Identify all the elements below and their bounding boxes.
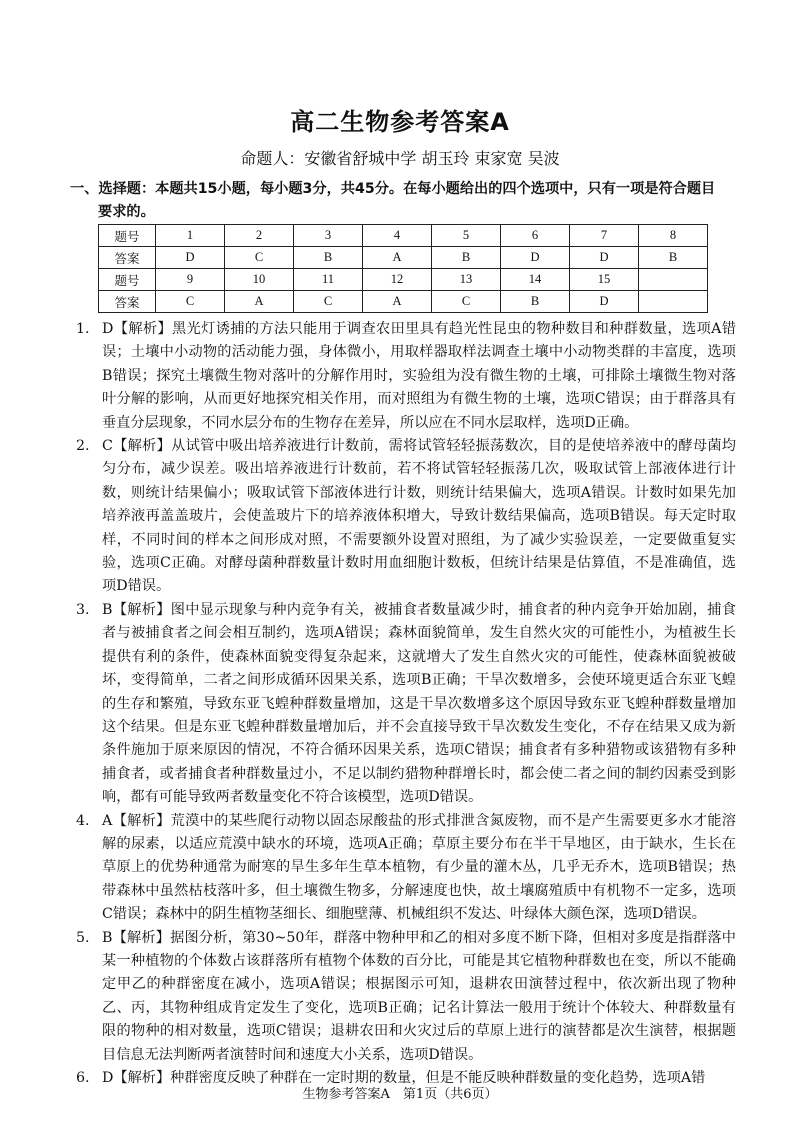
explanation-item [76, 599, 736, 810]
answer-table-cell: 14 [501, 269, 570, 291]
item-text: D【解析】黑光灯诱捕的方法只能用于调查农田里具有趋光性昆虫的物种数目和种群数量，选项A错误；土壤中小动物的活动能力强，身体微小，用取样器取样法调查土壤中小动物类群的丰富度，选项B错误；探究土壤微生物对落叶的分解作用时，实验组为没有微生物的土壤，可排除土壤微生物对落叶分解的影响，从而更好地探究相关作用，而对照组为有微生物的土壤，选项C错误；由于群落具有垂直分层现象，不同水层分布的生物存在差异，所以应在不同水层取样，选项D正确。 [102, 321, 736, 431]
explanation-item [76, 435, 736, 599]
answer-table-cell: C [294, 291, 363, 313]
answer-table-cell: C [432, 291, 501, 313]
answer-table-cell: D [501, 247, 570, 269]
item-text: B【解析】图中显示现象与种内竞争有关，被捕食者数量减少时，捕食者的种内竞争开始加剧，捕食者与被捕食者之间会相互制约，选项A错误；森林面貌简单，发生自然火灾的可能性小，为植被生长提供有利的条件，使森林面貌变得复杂起来，这就增大了发生自然火灾的可能性，使森林面貌被破坏，变得简单，二者之间形成循环因果关系，选项B正确；干旱次数增多，会使环境更适合东亚飞蝗的生存和繁殖，导致东亚飞蝗种群数量增加，这是干旱次数增多这个原因导致东亚飞蝗种群数量增加这个结果。但是东亚飞蝗种群数量增加后，并不会直接导致干旱次数发生变化，不存在结果又成为新条件施加于原来原因的情况，不符合循环因果关系，选项C错误；捕食者有多种猎物或该猎物有多种捕食者，或者捕食者种群数量过小，不足以制约猎物种群增长时，都会使二者之间的制约因素受到影响，都有可能导致两者数量变化不符合该模型，选项D错误。 [102, 601, 736, 806]
item-text: C【解析】从试管中吸出培养液进行计数前，需将试管轻轻振荡数次，目的是使培养液中的酵母菌均匀分布，减少误差。吸出培养液进行计数前，若不将试管轻轻振荡几次，吸取试管上部液体进行计数，则统计结果偏小；吸取试管下部液体进行计数，则统计结果偏大，选项A错误。计数时如果先加培养液再盖盖玻片，会使盖玻片下的培养液体积增大，导致计数结果偏高，选项B错误。每天定时取样，不同时间的样本之间形成对照，不需要额外设置对照组，为了减少实验误差，一定要做重复实验，选项C正确。对酵母菌种群数量计数时用血细胞计数板，但统计结果是估算值，不是准确值，选项D错误。 [102, 438, 736, 595]
answer-table-cell: C [225, 247, 294, 269]
explanation-item [76, 318, 736, 435]
document-title: 高二生物参考答案A [290, 108, 510, 136]
answer-table [98, 224, 708, 313]
page-footer: 生物参考答案A 第1页（共6页） [302, 1087, 498, 1102]
item-text: B【解析】据图分析，第30~50年，群落中物种甲和乙的相对多度不断下降，但相对多度是指群落中某一种植物的个体数占该群落所有植物个体数的百分比，可能是其它植物种群数也在变，所以不能确定甲乙的种群密度在减小，选项A错误；根据图示可知，退耕农田演替过程中，依次新出现了物种乙、丙，其物种组成肯定发生了变化，选项B正确；记名计算法一般用于统计个体较大、种群数量有限的物种的相对数量，选项C错误；退耕农田和火灾过后的草原上进行的演替都是次生演替，根据题目信息无法判断两者演替时间和速度大小关系，选项D错误。 [102, 929, 736, 1063]
answer-table-row-header: 答案 [99, 247, 156, 269]
authors-line: 命题人：安徽省舒城中学 胡玉玲 束家宽 吴波 [240, 149, 560, 168]
answer-table-cell: 12 [363, 269, 432, 291]
answer-table-cell: B [639, 247, 708, 269]
item-number: 2. [76, 438, 90, 455]
answer-table-row [99, 291, 708, 313]
answer-table-cell: B [294, 247, 363, 269]
section-heading-multiple-choice [70, 178, 738, 224]
answer-table-cell: A [363, 291, 432, 313]
answer-table-row [99, 225, 708, 247]
answer-table-cell: 9 [156, 269, 225, 291]
item-number: 3. [76, 601, 90, 618]
section-heading-line-1: 一、选择题：本题共15小题，每小题3分，共45分。在每小题给出的四个选项中，只有一项是符合题目 [70, 181, 716, 197]
answer-table-cell: A [363, 247, 432, 269]
answer-table-cell: 15 [570, 269, 639, 291]
answer-table-cell: B [501, 291, 570, 313]
answer-table-cell: D [156, 247, 225, 269]
explanation-item [76, 810, 736, 927]
answer-table-cell: 4 [363, 225, 432, 247]
answer-table-cell: 1 [156, 225, 225, 247]
item-number: 1. [76, 321, 90, 337]
answer-table-cell: B [432, 247, 501, 269]
answer-table-cell: D [570, 291, 639, 313]
item-text: D【解析】种群密度反映了种群在一定时期的数量，但是不能反映种群数量的变化趋势，选项A错 [102, 1070, 706, 1086]
item-number: 4. [76, 812, 90, 829]
item-number: 5. [76, 929, 90, 946]
answer-table-cell: 10 [225, 269, 294, 291]
item-number: 6. [76, 1070, 90, 1086]
answer-table-row-header: 题号 [99, 225, 156, 247]
answer-table-cell: C [156, 291, 225, 313]
answer-table-row [99, 269, 708, 291]
answer-table-row [99, 247, 708, 269]
answer-table-cell: D [570, 247, 639, 269]
explanation-list [76, 318, 736, 1090]
answer-table-cell [639, 269, 708, 291]
answer-table-cell: 13 [432, 269, 501, 291]
answer-table-cell: 2 [225, 225, 294, 247]
answer-table-cell: 3 [294, 225, 363, 247]
section-heading-line-2: 要求的。 [98, 204, 155, 220]
answer-table-cell: 6 [501, 225, 570, 247]
answer-table-cell: 11 [294, 269, 363, 291]
answer-table-cell: 7 [570, 225, 639, 247]
answer-table-cell: 5 [432, 225, 501, 247]
answer-table-cell: A [225, 291, 294, 313]
item-text: A【解析】荒漠中的某些爬行动物以固态尿酸盐的形式排泄含氮废物，而不是产生需要更多水才能溶解的尿素，以适应荒漠中缺水的环境，选项A正确；草原主要分布在半干旱地区，由于缺水，生长在草原上的优势种通常为耐寒的旱生多年生草本植物，有少量的灌木丛，几乎无乔木，选项B错误；热带森林中虽然枯枝落叶多，但土壤微生物多，分解速度也快，故土壤腐殖质中有机物不一定多，选项C错误；森林中的阴生植物茎细长、细胞壁薄、机械组织不发达、叶绿体大颜色深，选项D错误。 [102, 812, 736, 923]
answer-table-row-header: 题号 [99, 269, 156, 291]
answer-table-cell [639, 291, 708, 313]
explanation-item [76, 927, 736, 1067]
answer-table-row-header: 答案 [99, 291, 156, 313]
answer-table-cell: 8 [639, 225, 708, 247]
